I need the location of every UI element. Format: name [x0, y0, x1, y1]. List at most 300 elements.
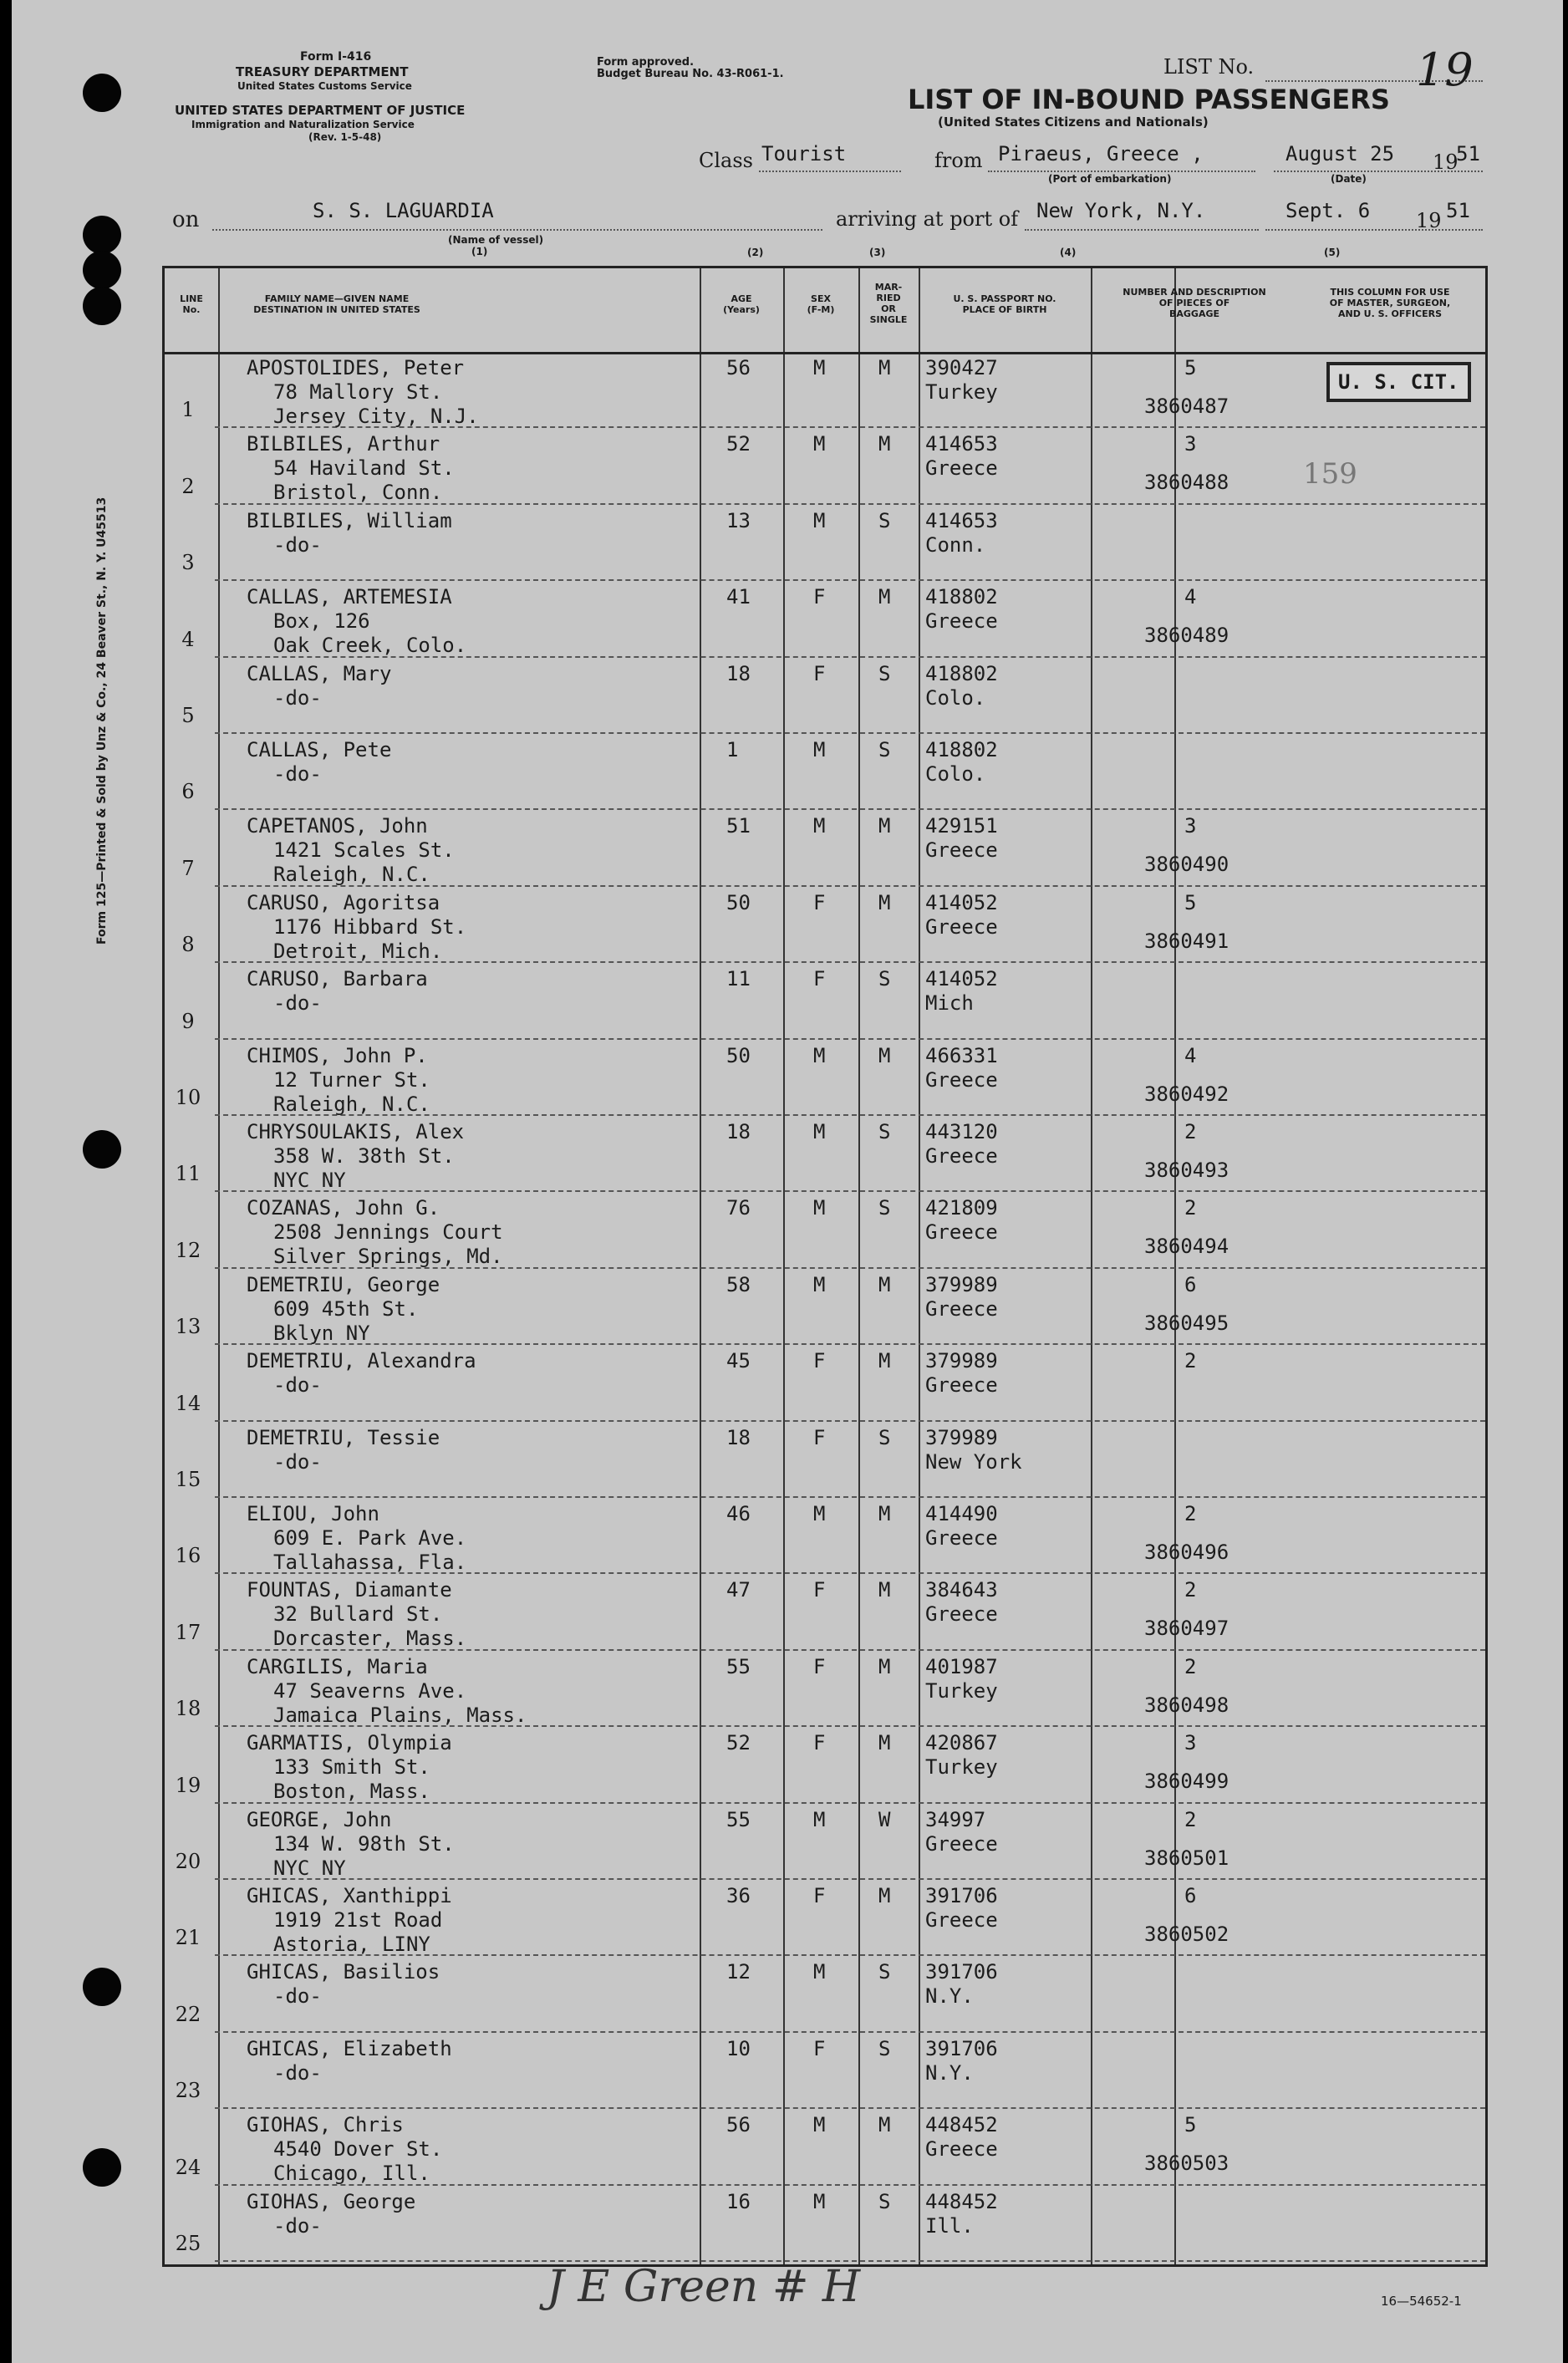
passenger-line-number: 22 [175, 2002, 201, 2026]
place-of-birth: Colo. [925, 762, 986, 786]
passenger-name: GHICAS, Xanthippi [247, 1884, 452, 1907]
passenger-age: 11 [726, 967, 751, 991]
passenger-line-number: 5 [181, 703, 195, 727]
treasury-department: TREASURY DEPARTMENT [236, 64, 409, 79]
baggage-tag-number: 3860497 [1144, 1617, 1229, 1641]
passenger-row [165, 581, 1485, 657]
passport-number: 429151 [925, 814, 998, 838]
place-of-birth: Greece [925, 1908, 998, 1932]
arrival-year: 51 [1446, 199, 1470, 222]
passenger-city: Boston, Mass. [273, 1780, 430, 1804]
header-line-no: LINE No. [180, 293, 203, 315]
baggage-pieces: 2 [1184, 1196, 1197, 1220]
passenger-sex: F [813, 1654, 826, 1678]
passport-number: 390427 [925, 356, 998, 379]
passenger-name: DEMETRIU, George [247, 1272, 440, 1296]
place-of-birth: Conn. [925, 532, 986, 557]
passport-number: 421809 [925, 1196, 998, 1220]
passport-number: 391706 [925, 1884, 998, 1907]
form-revision: (Rev. 1-5-48) [308, 131, 382, 143]
passenger-sex: M [813, 1120, 826, 1143]
passenger-age: 41 [726, 585, 751, 609]
passenger-name: GHICAS, Basilios [247, 1960, 440, 1984]
budget-bureau: Budget Bureau No. 43-R061-1. [597, 68, 784, 80]
passenger-sex: F [813, 1731, 826, 1755]
passenger-table [162, 266, 1488, 2267]
passenger-address: -do- [273, 2213, 322, 2238]
passenger-line-number: 16 [175, 1544, 201, 1568]
embarkation-date: August 25 [1285, 142, 1395, 166]
embarkation-caption: (Port of embarkation) [1048, 173, 1172, 185]
department-of-justice: UNITED STATES DEPARTMENT OF JUSTICE [175, 103, 466, 118]
passenger-address: -do- [273, 991, 322, 1016]
passenger-sex: F [813, 2036, 826, 2060]
passport-number: 443120 [925, 1120, 998, 1143]
baggage-pieces: 6 [1184, 1272, 1197, 1296]
baggage-pieces: 2 [1184, 1654, 1197, 1678]
passenger-address: -do- [273, 1984, 322, 2009]
passport-number: 391706 [925, 1960, 998, 1984]
passenger-marital-status: M [878, 432, 891, 456]
passenger-row [165, 1345, 1485, 1421]
passenger-marital-status: S [878, 508, 891, 532]
passenger-age: 52 [726, 1731, 751, 1755]
passenger-line-number: 17 [175, 1620, 201, 1644]
passenger-line-number: 20 [175, 1849, 201, 1873]
passenger-name: GIOHAS, Chris [247, 2113, 404, 2137]
passenger-row [165, 1574, 1485, 1650]
passenger-name: CALLAS, Pete [247, 738, 392, 761]
passenger-age: 51 [726, 814, 751, 838]
passenger-age: 13 [726, 508, 751, 532]
passenger-row [165, 734, 1485, 810]
place-of-birth: Greece [925, 1526, 998, 1550]
passenger-address: -do- [273, 1449, 322, 1474]
baggage-tag-number: 3860502 [1144, 1922, 1229, 1946]
passenger-address: 134 W. 98th St. [273, 1831, 455, 1856]
passenger-marital-status: S [878, 1960, 891, 1984]
place-of-birth: Greece [925, 456, 998, 481]
passport-number: 379989 [925, 1272, 998, 1296]
passenger-city: Jamaica Plains, Mass. [273, 1703, 527, 1727]
passport-number: 418802 [925, 585, 998, 609]
passenger-row [165, 2033, 1485, 2109]
baggage-tag-number: 3860487 [1144, 395, 1229, 418]
binder-hole [83, 2148, 121, 2187]
passenger-age: 50 [726, 1043, 751, 1067]
passenger-name: BILBILES, Arthur [247, 432, 440, 456]
passport-number: 391706 [925, 2036, 998, 2060]
passport-number: 418802 [925, 738, 998, 761]
passenger-line-number: 23 [175, 2079, 201, 2103]
passenger-line-number: 3 [181, 551, 195, 575]
passenger-line-number: 12 [175, 1238, 201, 1262]
place-of-birth: Greece [925, 1602, 998, 1627]
place-of-birth: Turkey [925, 1755, 998, 1780]
year-prefix: 19 [1433, 150, 1459, 174]
baggage-pieces: 2 [1184, 1349, 1197, 1373]
passenger-age: 56 [726, 356, 751, 379]
binder-hole [83, 287, 121, 325]
passenger-marital-status: S [878, 1196, 891, 1220]
baggage-pieces: 5 [1184, 356, 1197, 379]
arriving-label: arriving at port of [836, 207, 1019, 231]
footer-form-number: 16—54652-1 [1381, 2294, 1462, 2309]
baggage-pieces: 2 [1184, 1502, 1197, 1525]
header-sex: SEX (F-M) [807, 293, 835, 315]
passenger-row [165, 1804, 1485, 1880]
passenger-address: -do- [273, 532, 322, 557]
baggage-pieces: 2 [1184, 1807, 1197, 1831]
passport-number: 379989 [925, 1349, 998, 1373]
place-of-birth: N.Y. [925, 2060, 974, 2085]
passenger-line-number: 19 [175, 1773, 201, 1797]
passenger-name: GHICAS, Elizabeth [247, 2036, 452, 2060]
baggage-pieces: 2 [1184, 1120, 1197, 1143]
place-of-birth: Greece [925, 1067, 998, 1092]
baggage-pieces: 4 [1184, 1043, 1197, 1067]
passenger-sex: F [813, 890, 826, 914]
passenger-line-number: 21 [175, 1926, 201, 1950]
passenger-line-number: 10 [175, 1085, 201, 1109]
passenger-name: GEORGE, John [247, 1807, 392, 1831]
passenger-marital-status: M [878, 1731, 891, 1755]
passport-number: 448452 [925, 2113, 998, 2137]
passenger-row [165, 1956, 1485, 2032]
on-label: on [172, 207, 200, 232]
passenger-line-number: 7 [181, 856, 195, 880]
passenger-address: -do- [273, 762, 322, 786]
header-officers: THIS COLUMN FOR USE OF MASTER, SURGEON, AND U. S. OFFICERS [1329, 287, 1451, 319]
place-of-birth: Greece [925, 838, 998, 863]
passenger-sex: F [813, 1884, 826, 1907]
passenger-address: 12 Turner St. [273, 1067, 430, 1092]
passenger-sex: M [813, 1960, 826, 1984]
signature: J E Green # H [547, 2262, 861, 2312]
passenger-sex: M [813, 1196, 826, 1220]
passenger-row [165, 2186, 1485, 2262]
passenger-age: 12 [726, 1960, 751, 1984]
passenger-line-number: 18 [175, 1697, 201, 1721]
passenger-city: Chicago, Ill. [273, 2162, 430, 2186]
baggage-tag-number: 3860488 [1144, 471, 1229, 495]
passport-number: 418802 [925, 661, 998, 685]
passenger-name: CARGILIS, Maria [247, 1654, 428, 1678]
passenger-marital-status: S [878, 738, 891, 761]
arrival-port: New York, N.Y. [1036, 199, 1206, 222]
date-caption: (Date) [1331, 173, 1367, 185]
passenger-line-number: 25 [175, 2231, 201, 2255]
place-of-birth: N.Y. [925, 1984, 974, 2009]
list-number: 19 [1416, 43, 1474, 96]
passenger-age: 58 [726, 1272, 751, 1296]
passenger-sex: F [813, 1349, 826, 1373]
passenger-age: 16 [726, 2189, 751, 2213]
place-of-birth: Greece [925, 2137, 998, 2162]
us-citizen-stamp: U. S. CIT. [1326, 362, 1471, 402]
passenger-name: APOSTOLIDES, Peter [247, 356, 465, 379]
passenger-age: 36 [726, 1884, 751, 1907]
header-married: MAR- RIED OR SINGLE [869, 282, 908, 325]
passenger-row [165, 887, 1485, 963]
passenger-address: 133 Smith St. [273, 1755, 430, 1780]
place-of-birth: Colo. [925, 685, 986, 710]
form-approved: Form approved. [597, 56, 695, 69]
passenger-age: 52 [726, 432, 751, 456]
passenger-age: 50 [726, 890, 751, 914]
passport-number: 466331 [925, 1043, 998, 1067]
col-caption-3: (3) [869, 247, 886, 258]
header-passport: U. S. PASSPORT NO. PLACE OF BIRTH [953, 293, 1056, 315]
passenger-name: GIOHAS, George [247, 2189, 416, 2213]
baggage-pieces: 6 [1184, 1884, 1197, 1907]
passport-number: 420867 [925, 1731, 998, 1755]
passenger-sex: M [813, 1043, 826, 1067]
baggage-tag-number: 3860495 [1144, 1311, 1229, 1335]
vessel-col-number: (1) [471, 246, 488, 257]
passenger-age: 76 [726, 1196, 751, 1220]
baggage-pieces: 3 [1184, 432, 1197, 456]
table-header [165, 268, 1485, 354]
passenger-line-number: 1 [181, 398, 195, 422]
passenger-address: 54 Haviland St. [273, 456, 455, 481]
passenger-name: CARUSO, Barbara [247, 967, 428, 991]
passenger-city: Raleigh, N.C. [273, 1092, 430, 1116]
baggage-tag-number: 3860499 [1144, 1770, 1229, 1794]
passenger-marital-status: S [878, 661, 891, 685]
passenger-city: Tallahassa, Fla. [273, 1551, 467, 1574]
passenger-line-number: 4 [181, 627, 195, 651]
passenger-city: Dorcaster, Mass. [273, 1627, 467, 1651]
passenger-sex: M [813, 432, 826, 456]
passenger-age: 46 [726, 1502, 751, 1525]
passenger-address: 32 Bullard St. [273, 1602, 443, 1627]
passenger-age: 10 [726, 2036, 751, 2060]
vessel-name: S. S. LAGUARDIA [313, 199, 494, 222]
passenger-address: 609 E. Park Ave. [273, 1526, 467, 1550]
passenger-city: Bklyn NY [273, 1321, 370, 1345]
vessel-line [212, 229, 822, 231]
passenger-row [165, 1269, 1485, 1345]
passenger-line-number: 14 [175, 1391, 201, 1415]
passenger-name: CHIMOS, John P. [247, 1043, 428, 1067]
place-of-birth: Greece [925, 1296, 998, 1321]
passenger-marital-status: S [878, 967, 891, 991]
binder-hole [83, 74, 121, 112]
place-of-birth: Greece [925, 1373, 998, 1398]
passport-number: 448452 [925, 2189, 998, 2213]
passenger-address: 358 W. 38th St. [273, 1144, 455, 1168]
place-of-birth: Turkey [925, 380, 998, 404]
form-number: Form I-416 [300, 50, 372, 64]
place-of-birth: Turkey [925, 1678, 998, 1703]
place-of-birth: Ill. [925, 2213, 974, 2238]
place-of-birth: Mich [925, 991, 974, 1016]
passenger-marital-status: M [878, 890, 891, 914]
col-caption-5: (5) [1324, 247, 1341, 258]
passenger-address: 47 Seaverns Ave. [273, 1678, 467, 1703]
passenger-city: NYC NY [273, 1169, 346, 1192]
passenger-name: CALLAS, ARTEMESIA [247, 585, 452, 609]
arrival-date: Sept. 6 [1285, 199, 1371, 222]
passenger-address: 1919 21st Road [273, 1908, 443, 1932]
passenger-sex: M [813, 814, 826, 838]
passenger-marital-status: M [878, 1502, 891, 1525]
passport-number: 414052 [925, 967, 998, 991]
baggage-tag-number: 3860489 [1144, 624, 1229, 648]
passenger-line-number: 9 [181, 1009, 195, 1033]
class-value: Tourist [761, 142, 847, 166]
place-of-birth: Greece [925, 609, 998, 634]
passenger-address: 4540 Dover St. [273, 2137, 443, 2162]
class-label: Class [699, 149, 753, 172]
passenger-sex: M [813, 1807, 826, 1831]
passenger-address: 1176 Hibbard St. [273, 914, 467, 939]
baggage-pieces: 3 [1184, 814, 1197, 838]
baggage-pieces: 2 [1184, 1578, 1197, 1602]
passenger-sex: F [813, 585, 826, 609]
passenger-marital-status: M [878, 1349, 891, 1373]
passenger-address: -do- [273, 1373, 322, 1398]
passenger-name: ELIOU, John [247, 1502, 379, 1525]
passenger-age: 45 [726, 1349, 751, 1373]
passenger-name: DEMETRIU, Tessie [247, 1425, 440, 1449]
passenger-row [165, 1422, 1485, 1498]
passenger-age: 47 [726, 1578, 751, 1602]
passenger-row [165, 1727, 1485, 1803]
from-line [988, 171, 1255, 172]
passenger-row [165, 428, 1485, 504]
passenger-address: 78 Mallory St. [273, 380, 443, 404]
baggage-tag-number: 3860498 [1144, 1693, 1229, 1717]
binder-hole [83, 251, 121, 289]
passenger-name: CARUSO, Agoritsa [247, 890, 440, 914]
passport-number: 414052 [925, 890, 998, 914]
passenger-row [165, 963, 1485, 1039]
col-caption-4: (4) [1060, 247, 1077, 258]
passport-number: 414653 [925, 432, 998, 456]
passenger-name: COZANAS, John G. [247, 1196, 440, 1220]
baggage-tag-number: 3860494 [1144, 1235, 1229, 1259]
passenger-sex: F [813, 661, 826, 685]
place-of-birth: Greece [925, 914, 998, 939]
passenger-sex: M [813, 2189, 826, 2213]
passenger-sex: M [813, 738, 826, 761]
passenger-address: 1421 Scales St. [273, 838, 455, 863]
baggage-pieces: 5 [1184, 2113, 1197, 2137]
passport-number: 34997 [925, 1807, 986, 1831]
form-subtitle: (United States Citizens and Nationals) [938, 115, 1209, 130]
port-line [1025, 229, 1259, 231]
passenger-marital-status: M [878, 356, 891, 379]
passenger-city: Silver Springs, Md. [273, 1245, 503, 1269]
passenger-row [165, 352, 1485, 428]
passenger-row [165, 1498, 1485, 1574]
passenger-marital-status: S [878, 2189, 891, 2213]
passenger-row [165, 658, 1485, 734]
passenger-age: 1 [726, 738, 739, 761]
passenger-marital-status: M [878, 1884, 891, 1907]
passenger-sex: M [813, 508, 826, 532]
binder-hole [83, 216, 121, 254]
passenger-marital-status: S [878, 1425, 891, 1449]
arrival-date-line [1265, 229, 1483, 231]
passenger-row [165, 505, 1485, 581]
passenger-marital-status: W [878, 1807, 891, 1831]
passport-number: 379989 [925, 1425, 998, 1449]
baggage-tag-number: 3860490 [1144, 853, 1229, 877]
form-title: LIST OF IN-BOUND PASSENGERS [908, 84, 1390, 115]
passenger-address: Box, 126 [273, 609, 370, 634]
baggage-tag-number: 3860496 [1144, 1541, 1229, 1564]
passenger-name: BILBILES, William [247, 508, 452, 532]
place-of-birth: New York [925, 1449, 1022, 1474]
passenger-name: FOUNTAS, Diamante [247, 1578, 452, 1602]
passenger-sex: M [813, 2113, 826, 2137]
stamp-number: 159 [1303, 457, 1357, 491]
class-line [759, 171, 901, 172]
passenger-name: DEMETRIU, Alexandra [247, 1349, 476, 1373]
baggage-tag-number: 3860493 [1144, 1159, 1229, 1182]
passenger-city: Raleigh, N.C. [273, 863, 430, 887]
passenger-line-number: 8 [181, 933, 195, 957]
passenger-line-number: 11 [175, 1162, 201, 1186]
passenger-marital-status: M [878, 1043, 891, 1067]
passenger-city: Detroit, Mich. [273, 939, 443, 963]
passenger-sex: F [813, 967, 826, 991]
passenger-city: Bristol, Conn. [273, 481, 443, 505]
passenger-row [165, 1880, 1485, 1956]
passenger-marital-status: M [878, 1578, 891, 1602]
passenger-age: 18 [726, 1425, 751, 1449]
baggage-tag-number: 3860492 [1144, 1082, 1229, 1106]
passenger-address: 609 45th St. [273, 1296, 419, 1321]
baggage-tag-number: 3860503 [1144, 2152, 1229, 2176]
passenger-name: GARMATIS, Olympia [247, 1731, 452, 1755]
passenger-sex: F [813, 1578, 826, 1602]
embarkation-year: 51 [1456, 142, 1480, 166]
passenger-marital-status: M [878, 585, 891, 609]
passenger-row [165, 1116, 1485, 1192]
passenger-marital-status: M [878, 814, 891, 838]
passenger-age: 18 [726, 1120, 751, 1143]
passport-number: 401987 [925, 1654, 998, 1678]
passenger-row [165, 1040, 1485, 1116]
header-name: FAMILY NAME—GIVEN NAME DESTINATION IN UNITED STATES [253, 293, 420, 315]
passenger-city: Jersey City, N.J. [273, 405, 479, 428]
passenger-line-number: 24 [175, 2155, 201, 2179]
passenger-sex: M [813, 1502, 826, 1525]
passenger-name: CALLAS, Mary [247, 661, 392, 685]
passenger-row [165, 810, 1485, 886]
passenger-age: 18 [726, 661, 751, 685]
passenger-marital-status: M [878, 1654, 891, 1678]
place-of-birth: Greece [925, 1831, 998, 1856]
passport-number: 414490 [925, 1502, 998, 1525]
passenger-marital-status: S [878, 1120, 891, 1143]
passenger-row [165, 1192, 1485, 1268]
passenger-line-number: 13 [175, 1315, 201, 1339]
passenger-marital-status: S [878, 2036, 891, 2060]
col-caption-2: (2) [747, 247, 764, 258]
vessel-caption: (Name of vessel) [448, 234, 544, 246]
passenger-name: CAPETANOS, John [247, 814, 428, 838]
list-number-label: LIST No. [1163, 55, 1255, 79]
passenger-sex: F [813, 1425, 826, 1449]
baggage-tag-number: 3860501 [1144, 1846, 1229, 1870]
passenger-list-page [12, 0, 1563, 2363]
passenger-row [165, 2109, 1485, 2185]
